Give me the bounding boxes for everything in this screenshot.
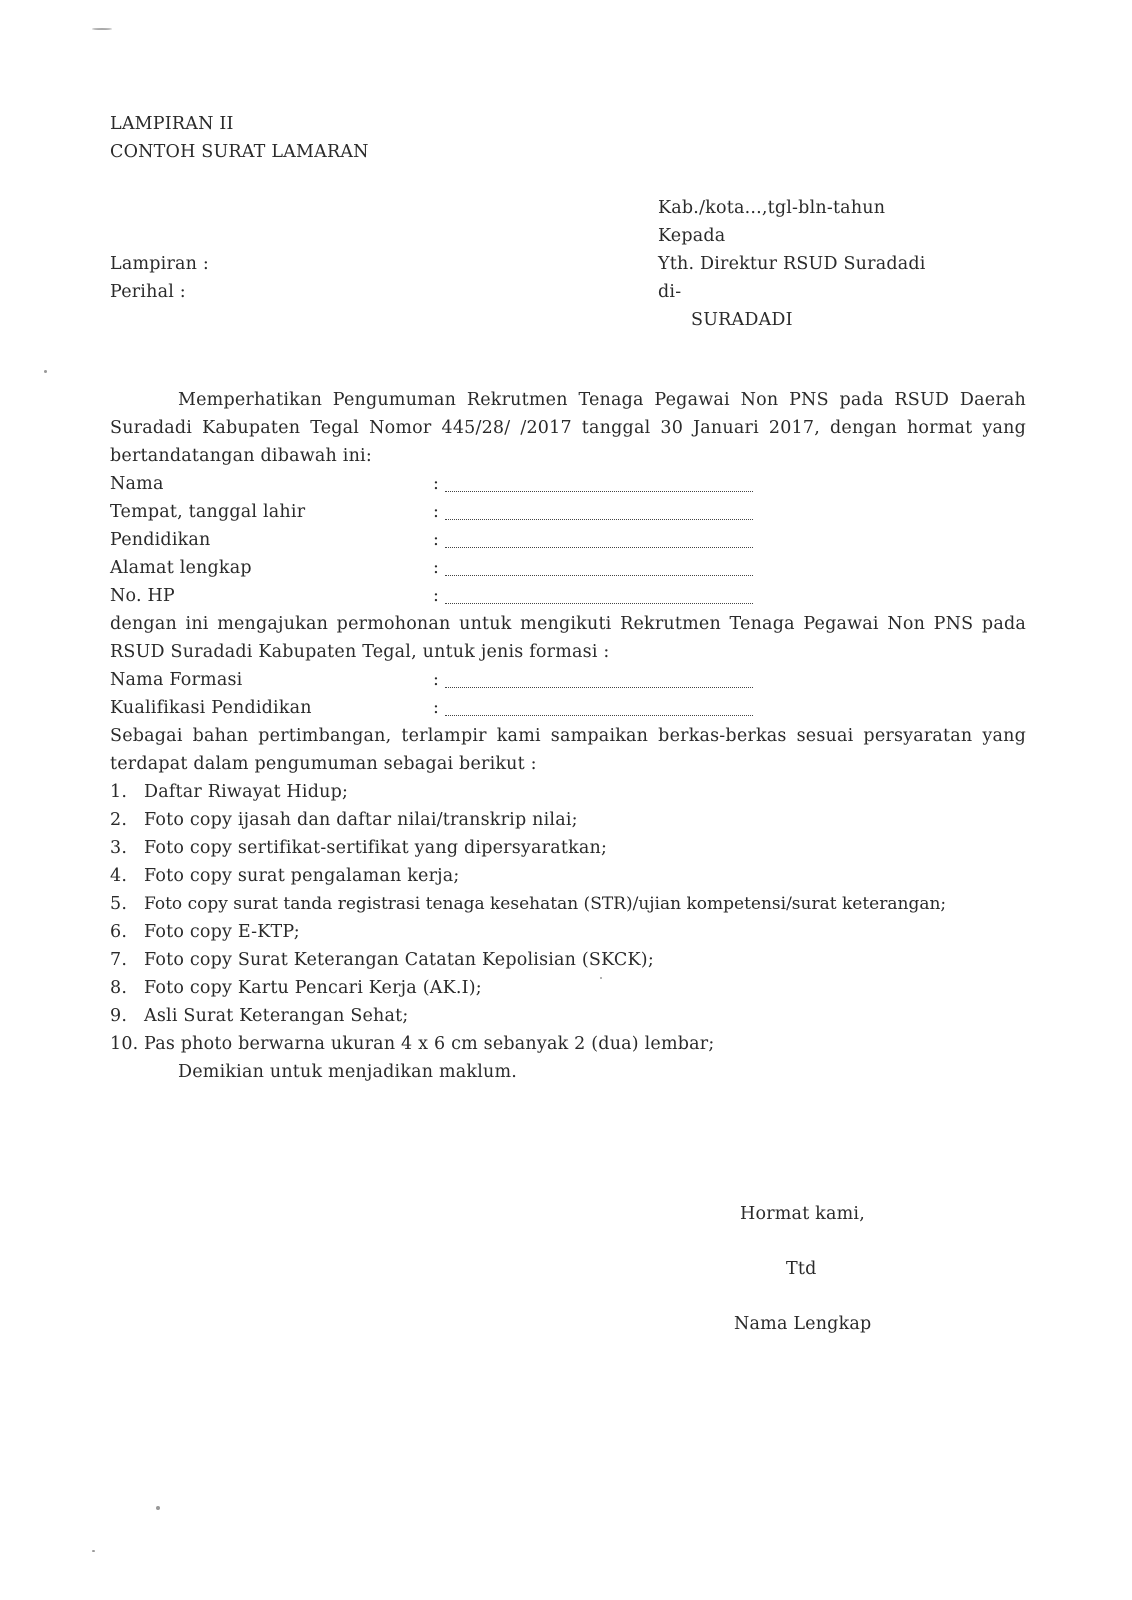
field-label: Nama Formasi [110, 670, 243, 690]
attachment-label: Lampiran : [110, 254, 209, 274]
list-number: 2. [110, 810, 128, 830]
list-number: 9. [110, 1006, 128, 1026]
list-item: Foto copy Surat Keterangan Catatan Kepolisian (SKCK); [144, 950, 654, 970]
list-item: Foto copy ijasah dan daftar nilai/transkrip nilai; [144, 810, 578, 830]
field-label: Tempat, tanggal lahir [110, 502, 306, 522]
signature-name: Nama Lengkap [734, 1314, 872, 1334]
field-colon: : [433, 670, 440, 690]
consideration-line-2: terdapat dalam pengumuman sebagai berikut : [110, 754, 537, 774]
list-item: Foto copy surat pengalaman kerja; [144, 866, 460, 886]
list-number: 1. [110, 782, 128, 802]
list-number: 10. [110, 1034, 139, 1054]
list-item: Asli Surat Keterangan Sehat; [144, 1006, 409, 1026]
list-item: Foto copy surat tanda registrasi tenaga kesehatan (STR)/ujian kompetensi/surat keterangan; [144, 894, 947, 914]
fill-in-line [445, 518, 753, 520]
field-colon: : [433, 698, 440, 718]
field-label: Alamat lengkap [110, 558, 252, 578]
subject-label: Perihal : [110, 282, 186, 302]
list-item: Daftar Riwayat Hidup; [144, 782, 349, 802]
field-colon: : [433, 474, 440, 494]
place-date: Kab./kota...,tgl-bln-tahun [658, 198, 886, 218]
intro-line-3: bertandatangan dibawah ini: [110, 446, 372, 466]
field-label: No. HP [110, 586, 175, 606]
signature-greeting: Hormat kami, [740, 1204, 865, 1224]
scan-speck [92, 1550, 95, 1552]
fill-in-line [445, 686, 753, 688]
scan-speck [156, 1506, 160, 1510]
application-line-1: dengan ini mengajukan permohonan untuk mengikuti Rekrutmen Tenaga Pegawai Non PNS pada [110, 614, 1026, 634]
intro-line-2: Suradadi Kabupaten Tegal Nomor 445/28/ /2017 tanggal 30 Januari 2017, dengan hormat yang [110, 418, 1026, 438]
scan-speck [44, 370, 47, 373]
list-item: Foto copy sertifikat-sertifikat yang dipersyaratkan; [144, 838, 608, 858]
list-item: Foto copy Kartu Pencari Kerja (AK.I); [144, 978, 482, 998]
letter-type-title: CONTOH SURAT LAMARAN [110, 142, 369, 162]
fill-in-line [445, 602, 753, 604]
list-number: 6. [110, 922, 128, 942]
to-label: Kepada [658, 226, 726, 246]
field-label: Nama [110, 474, 164, 494]
di-label: di- [658, 282, 682, 302]
list-number: 5. [110, 894, 128, 914]
consideration-line-1: Sebagai bahan pertimbangan, terlampir kami sampaikan berkas-berkas sesuai persyaratan yang [110, 726, 1026, 746]
fill-in-line [445, 574, 753, 576]
field-label: Kualifikasi Pendidikan [110, 698, 312, 718]
field-colon: : [433, 558, 440, 578]
list-number: 8. [110, 978, 128, 998]
signature-ttd: Ttd [786, 1259, 817, 1279]
fill-in-line [445, 490, 753, 492]
list-number: 4. [110, 866, 128, 886]
field-colon: : [433, 586, 440, 606]
list-number: 3. [110, 838, 128, 858]
application-line-2: RSUD Suradadi Kabupaten Tegal, untuk jenis formasi : [110, 642, 610, 662]
scan-speck [92, 28, 112, 30]
list-number: 7. [110, 950, 128, 970]
field-colon: : [433, 530, 440, 550]
scan-speck [600, 977, 602, 979]
field-label: Pendidikan [110, 530, 211, 550]
recipient: Yth. Direktur RSUD Suradadi [658, 254, 926, 274]
fill-in-line [445, 546, 753, 548]
recipient-city: SURADADI [691, 310, 793, 330]
annex-title: LAMPIRAN II [110, 114, 234, 134]
list-item: Pas photo berwarna ukuran 4 x 6 cm sebanyak 2 (dua) lembar; [144, 1034, 715, 1054]
closing-sentence: Demikian untuk menjadikan maklum. [178, 1062, 518, 1082]
field-colon: : [433, 502, 440, 522]
fill-in-line [445, 714, 753, 716]
intro-line-1: Memperhatikan Pengumuman Rekrutmen Tenaga Pegawai Non PNS pada RSUD Daerah [178, 390, 1026, 410]
list-item: Foto copy E-KTP; [144, 922, 300, 942]
